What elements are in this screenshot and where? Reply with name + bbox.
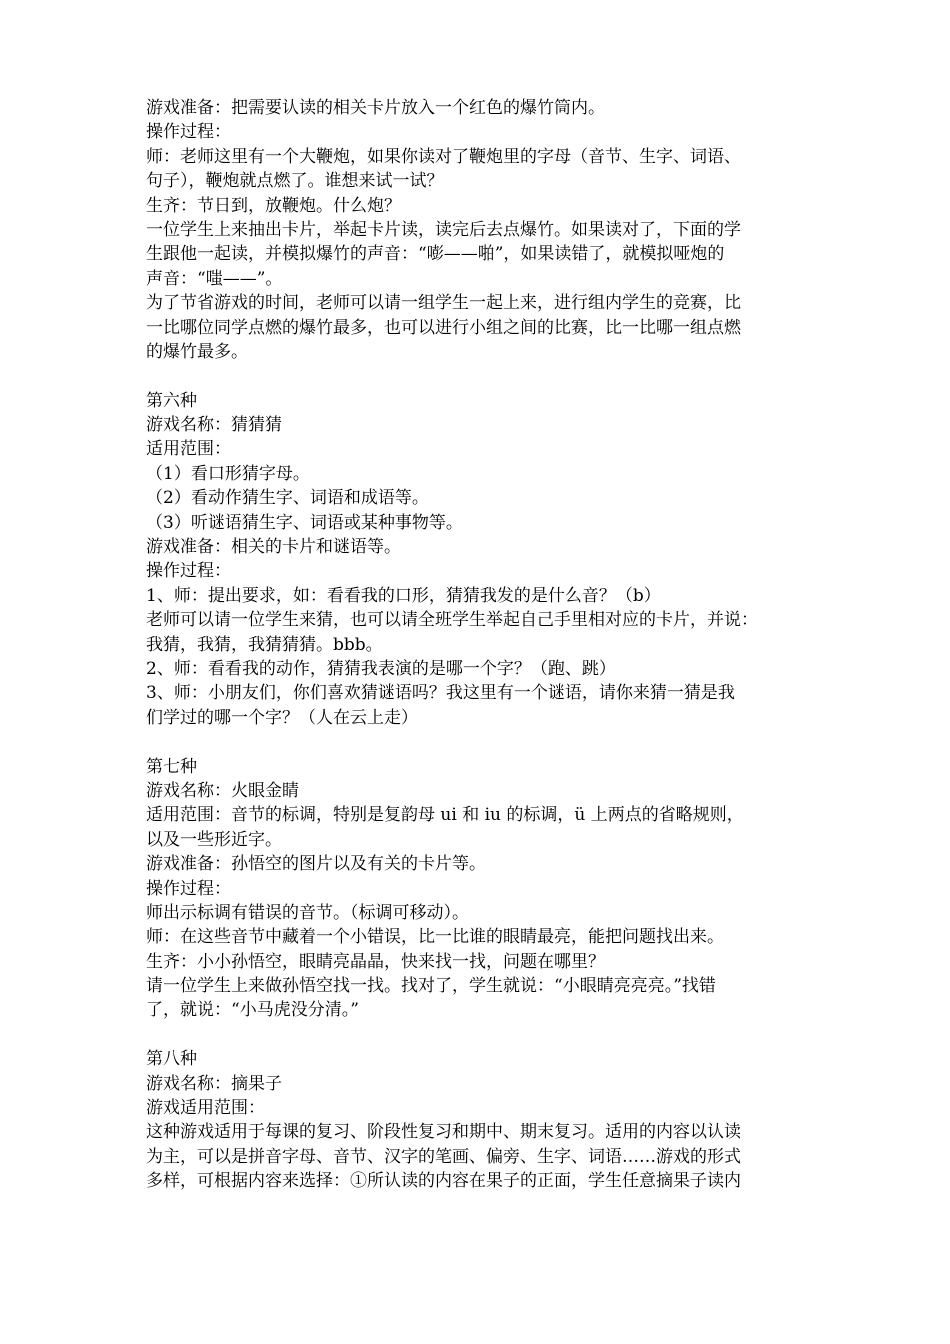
text-line: 们学过的哪一个字？（人在云上走）	[146, 707, 418, 728]
text-line: 游戏准备：孙悟空的图片以及有关的卡片等。	[146, 854, 486, 875]
text-line: 适用范围：	[146, 439, 231, 460]
text-line: 操作过程：	[146, 122, 231, 143]
text-line: 为主，可以是拼音字母、音节、汉字的笔画、偏旁、生字、词语……游戏的形式	[146, 1146, 741, 1167]
document-body	[146, 96, 818, 1194]
text-line: 师：在这些音节中藏着一个小错误，比一比谁的眼睛最亮，能把问题找出来。	[146, 927, 724, 948]
text-line: 请一位学生上来做孙悟空找一找。找对了，学生就说：“小眼睛亮亮亮。”找错	[146, 976, 716, 997]
text-line: 操作过程：	[146, 878, 231, 899]
text-line: 句子），鞭炮就点燃了。谁想来试一试？	[146, 171, 444, 192]
text-line: 游戏名称：猜猜猜	[146, 415, 282, 436]
text-line: 2、师：看看我的动作，猜猜我表演的是哪一个字？（跑、跳）	[146, 658, 616, 679]
text-line: 游戏名称：火眼金睛	[146, 780, 299, 801]
text-line: 游戏名称：摘果子	[146, 1073, 282, 1094]
text-line: 第七种	[146, 756, 197, 777]
text-line: 的爆竹最多。	[146, 341, 248, 362]
paragraph-gap	[146, 364, 818, 388]
text-line: 多样，可根据内容来选择：①所认读的内容在果子的正面，学生任意摘果子读内	[146, 1171, 741, 1192]
text-line: 生齐：小小孙悟空，眼睛亮晶晶，快来找一找，问题在哪里？	[146, 951, 605, 972]
text-line: 这种游戏适用于每课的复习、阶段性复习和期中、期末复习。适用的内容以认读	[146, 1122, 741, 1143]
paragraph-gap	[146, 1023, 818, 1047]
text-line: 第六种	[146, 390, 197, 411]
text-line: 我猜，我猜，我猜猜猜。bbb。	[146, 634, 383, 655]
text-line: 了，就说：“小马虎没分清。”	[146, 1000, 359, 1021]
text-line: 游戏适用范围：	[146, 1098, 265, 1119]
paragraph-gap	[146, 730, 818, 754]
text-line: 生齐：节日到，放鞭炮。什么炮？	[146, 195, 401, 216]
text-line: 游戏准备：相关的卡片和谜语等。	[146, 537, 401, 558]
text-line: 为了节省游戏的时间，老师可以请一组学生一起上来，进行组内学生的竞赛，比	[146, 293, 741, 314]
text-line: 适用范围：音节的标调，特别是复韵母 ui 和 iu 的标调，ü 上两点的省略规则，	[146, 805, 744, 826]
text-line: 以及一些形近字。	[146, 829, 282, 850]
text-line: 一比哪位同学点燃的爆竹最多，也可以进行小组之间的比赛，比一比哪一组点燃	[146, 317, 741, 338]
text-line: 第八种	[146, 1049, 197, 1070]
text-line: 一位学生上来抽出卡片，举起卡片读，读完后去点爆竹。如果读对了，下面的学	[146, 219, 741, 240]
text-line: （2）看动作猜生字、词语和成语等。	[146, 488, 429, 509]
text-line: 师出示标调有错误的音节。（标调可移动）。	[146, 902, 469, 923]
text-line: 师：老师这里有一个大鞭炮，如果你读对了鞭炮里的字母（音节、生字、词语、	[146, 146, 741, 167]
text-line: 1、师：提出要求，如：看看我的口形，猜猜我发的是什么音？（b）	[146, 585, 661, 606]
text-line: （3）听谜语猜生字、词语或某种事物等。	[146, 512, 463, 533]
text-line: 操作过程：	[146, 561, 231, 582]
text-line: （1）看口形猜字母。	[146, 463, 310, 484]
text-line: 游戏准备：把需要认读的相关卡片放入一个红色的爆竹筒内。	[146, 98, 605, 118]
text-line: 生跟他一起读，并模拟爆竹的声音：“嘭——啪”，如果读错了，就模拟哑炮的	[146, 244, 725, 265]
text-line: 声音：“嗤——”。	[146, 268, 283, 289]
text-line: 3、师：小朋友们，你们喜欢猜谜语吗？我这里有一个谜语，请你来猜一猜是我	[146, 683, 735, 704]
text-line: 老师可以请一位学生来猜，也可以请全班学生举起自己手里相对应的卡片，并说：	[146, 610, 758, 631]
